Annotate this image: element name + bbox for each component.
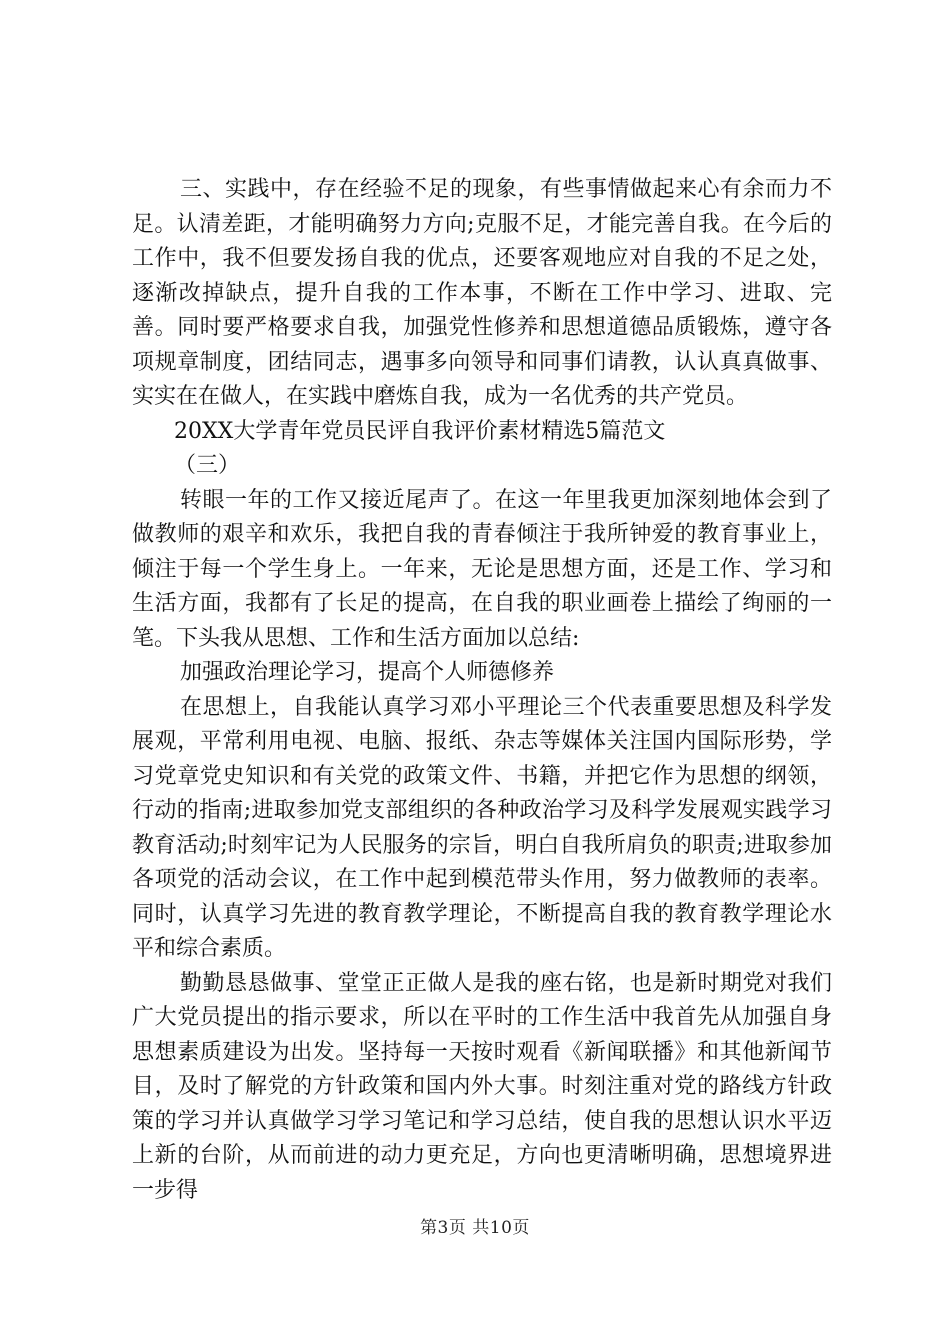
section-heading: 加强政治理论学习，提高个人师德修养 [180, 660, 555, 685]
article-subtitle: （三） [174, 453, 241, 478]
document-body [132, 173, 832, 1208]
paragraph-thought: 在思想上，自我能认真学习邓小平理论三个代表重要思想及科学发展观，平常利用电视、电脑、报纸、杂志等媒体关注国内国际形势，学习党章党史知识和有关党的政策文件、书籍，并把它作为思想的纲领，行动的指南;进取参加党支部组织的各种政治学习及科学发展观实践学习教育活动;时刻牢记为人民服务的宗旨，明白自我所肩负的职责;进取参加各项党的活动会议，在工作中起到模范带头作用，努力做教师的表率。同时，认真学习先进的教育教学理论，不断提高自我的教育教学理论水平和综合素质。 [132, 694, 832, 961]
paragraph-motto: 勤勤恳恳做事、堂堂正正做人是我的座右铭，也是新时期党对我们广大党员提出的指示要求，所以在平时的工作生活中我首先从加强自身思想素质建设为出发。坚持每一天按时观看《新闻联播》和其他新闻节目，及时了解党的方针政策和国内外大事。时刻注重对党的路线方针政策的学习并认真做学习学习笔记和学习总结，使自我的思想认识水平迈上新的台阶，从而前进的动力更充足，方向也更清晰明确，思想境界进一步得 [132, 970, 832, 1203]
page-number-footer: 第3页 共10页 [420, 1218, 530, 1238]
paragraph-practice: 三、实践中，存在经验不足的现象，有些事情做起来心有余而力不足。认清差距，才能明确努力方向;克服不足，才能完善自我。在今后的工作中，我不但要发扬自我的优点，还要客观地应对自我的不足之处，逐渐改掉缺点，提升自我的工作本事，不断在工作中学习、进取、完善。同时要严格要求自我，加强党性修养和思想道德品质锻炼，遵守各项规章制度，团结同志，遇事多向领导和同事们请教，认认真真做事、实实在在做人，在实践中磨炼自我，成为一名优秀的共产党员。 [132, 177, 832, 409]
paragraph-intro: 转眼一年的工作又接近尾声了。在这一年里我更加深刻地体会到了做教师的艰辛和欢乐，我把自我的青春倾注于我所钟爱的教育事业上，倾注于每一个学生身上。一年来，无论是思想方面，还是工作、学习和生活方面，我都有了长足的提高，在自我的职业画卷上描绘了绚丽的一笔。下头我从思想、工作和生活方面加以总结: [132, 487, 832, 651]
article-title: 20XX大学青年党员民评自我评价素材精选5篇范文 [174, 418, 666, 444]
